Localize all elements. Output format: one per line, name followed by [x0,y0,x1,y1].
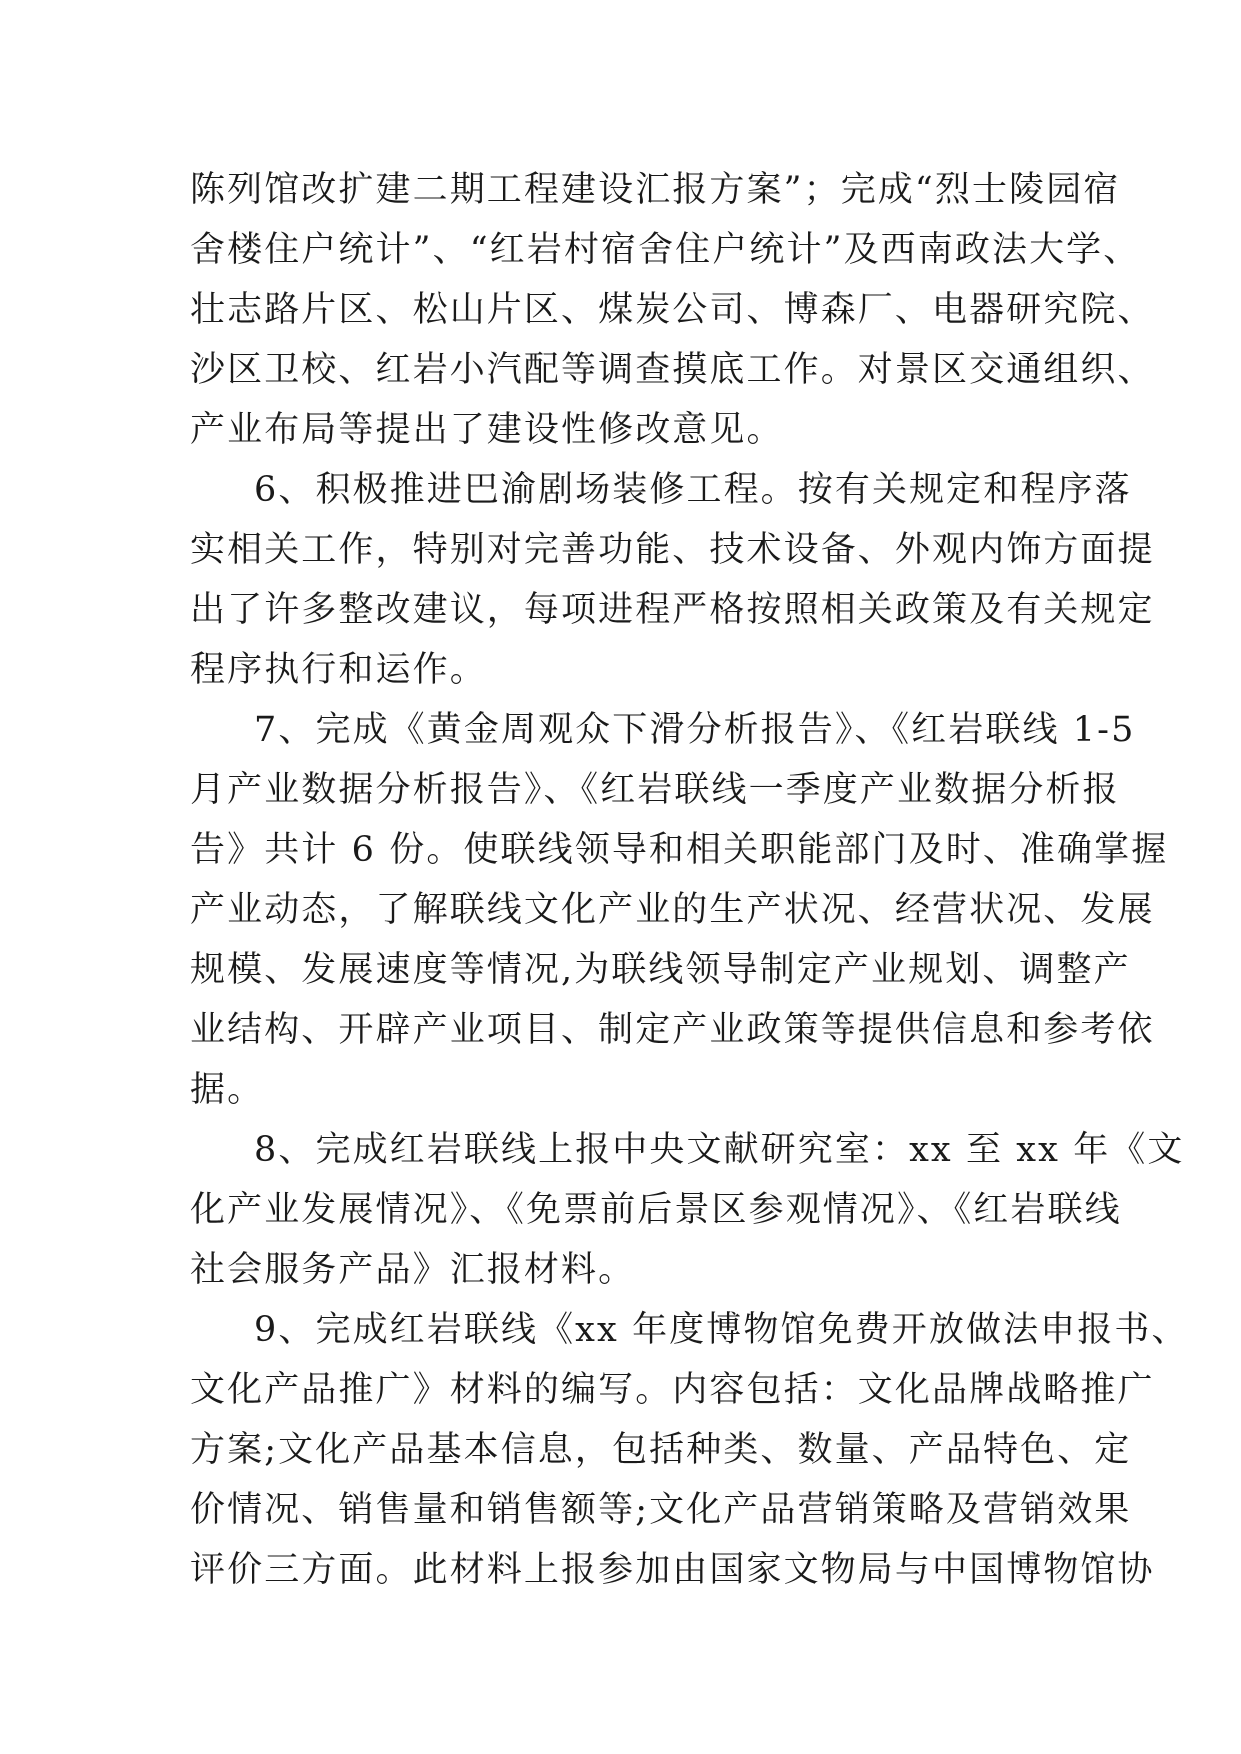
text-line: 产业动态，了解联线文化产业的生产状况、经营状况、发展 [190,890,1155,930]
text-line: 实相关工作，特别对完善功能、技术设备、外观内饰方面提 [190,530,1155,570]
text-line: 出了许多整改建议，每项进程严格按照相关政策及有关规定 [190,590,1155,630]
text-line: 壮志路片区、松山片区、煤炭公司、博森厂、电器研究院、 [190,290,1155,330]
text-line: 价情况、销售量和销售额等;文化产品营销策略及营销效果 [190,1490,1132,1530]
text-line: 陈列馆改扩建二期工程建设汇报方案”；完成“烈士陵园宿 [190,170,1121,210]
text-line: 9、完成红岩联线《xx 年度博物馆免费开放做法申报书、 [254,1310,1189,1350]
text-line: 7、完成《黄金周观众下滑分析报告》、《红岩联线 1-5 [254,710,1136,750]
text-line: 舍楼住户统计”、“红岩村宿舍住户统计”及西南政法大学、 [190,230,1141,270]
text-line: 方案;文化产品基本信息，包括种类、数量、产品特色、定 [190,1430,1132,1470]
text-line: 业结构、开辟产业项目、制定产业政策等提供信息和参考依 [190,1010,1155,1050]
text-line: 社会服务产品》汇报材料。 [190,1250,636,1290]
text-line: 8、完成红岩联线上报中央文献研究室：xx 至 xx 年《文 [254,1130,1185,1170]
text-line: 规模、发展速度等情况,为联线领导制定产业规划、调整产 [190,950,1131,990]
text-line: 月产业数据分析报告》、《红岩联线一季度产业数据分析报 [190,770,1120,810]
text-line: 化产业发展情况》、《免票前后景区参观情况》、《红岩联线 [190,1190,1122,1230]
text-line: 据。 [190,1070,265,1110]
text-line: 文化产品推广》材料的编写。内容包括：文化品牌战略推广 [190,1370,1155,1410]
text-line: 6、积极推进巴渝剧场装修工程。按有关规定和程序落 [254,470,1132,510]
text-line: 评价三方面。此材料上报参加由国家文物局与中国博物馆协 [190,1550,1155,1590]
text-line: 产业布局等提出了建设性修改意见。 [190,410,784,450]
text-line: 沙区卫校、红岩小汽配等调查摸底工作。对景区交通组织、 [190,350,1155,390]
text-line: 程序执行和运作。 [190,650,487,690]
document-body [190,160,1189,1600]
text-line: 告》共计 6 份。使联线领导和相关职能部门及时、准确掌握 [190,830,1169,870]
